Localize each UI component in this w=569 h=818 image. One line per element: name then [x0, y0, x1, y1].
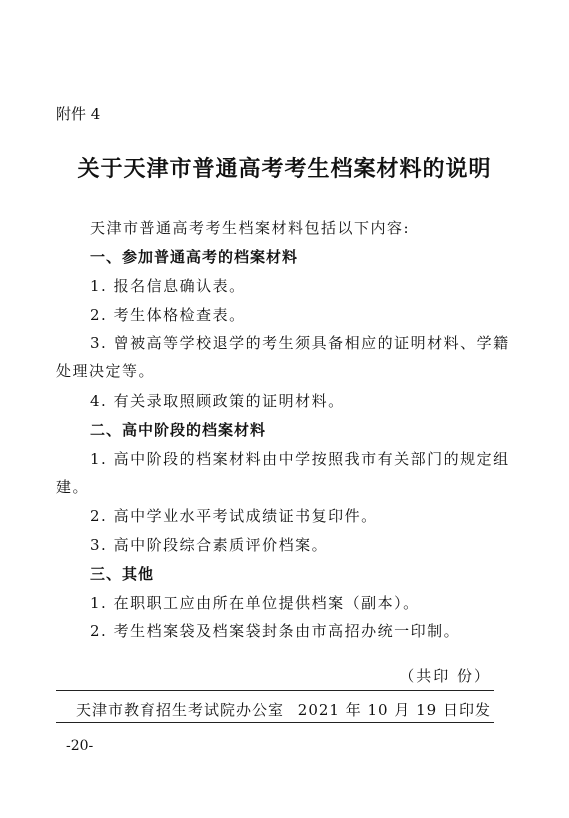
list-item: 1. 在职职工应由所在单位提供档案（副本）。	[90, 594, 420, 612]
footer-top-rule	[56, 690, 494, 691]
list-item: 3. 曾被高等学校退学的考生须具备相应的证明材料、学籍	[90, 334, 510, 352]
page-number: -20-	[66, 738, 94, 754]
intro-paragraph: 天津市普通高考考生档案材料包括以下内容:	[90, 219, 411, 237]
footer-bottom-rule	[56, 722, 494, 723]
document-title: 关于天津市普通高考考生档案材料的说明	[77, 156, 492, 182]
list-item: 2. 高中学业水平考试成绩证书复印件。	[90, 507, 378, 525]
section-heading-2: 二、高中阶段的档案材料	[90, 421, 267, 439]
attachment-label: 附件 4	[56, 105, 101, 123]
section-heading-3: 三、其他	[90, 565, 155, 583]
list-item: 3. 高中阶段综合素质评价档案。	[90, 536, 329, 554]
list-item-continuation: 建。	[56, 478, 90, 496]
list-item: 1. 报名信息确认表。	[90, 277, 246, 295]
list-item: 1. 高中阶段的档案材料由中学按照我市有关部门的规定组	[90, 450, 510, 468]
issuer: 天津市教育招生考试院办公室	[76, 701, 285, 719]
copies-note: （共印 份）	[399, 667, 491, 685]
list-item-continuation: 处理决定等。	[56, 362, 156, 380]
section-heading-1: 一、参加普通高考的档案材料	[90, 248, 299, 266]
issue-date: 2021 年 10 月 19 日印发	[297, 701, 491, 719]
list-item: 4. 有关录取照顾政策的证明材料。	[90, 392, 345, 410]
list-item: 2. 考生体格检查表。	[90, 306, 246, 324]
list-item: 2. 考生档案袋及档案袋封条由市高招办统一印制。	[90, 622, 461, 640]
